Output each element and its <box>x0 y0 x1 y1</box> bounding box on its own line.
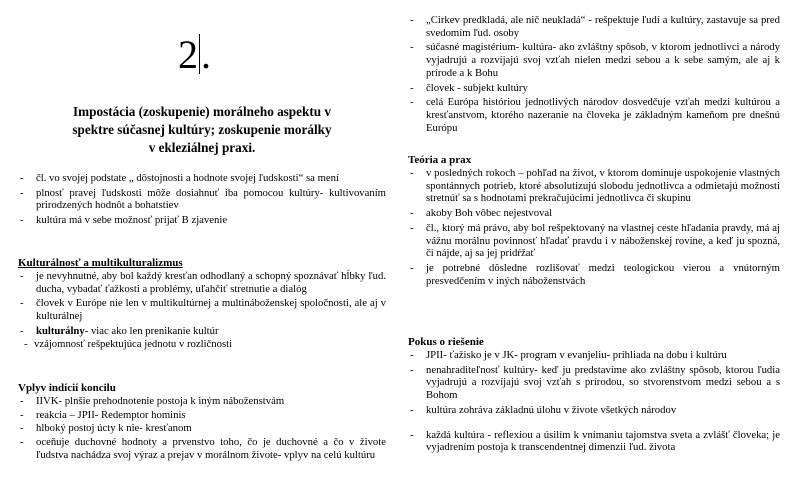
list-item: - je nevyhnutné, aby bol každý kresťan odhodlaný a schopný spoznávať hĺbky ľud. ducha, vybadať ťažkosti a problémy, uľahčiť stretnutie a dialóg <box>18 270 386 295</box>
list-item: - vzájomnosť rešpektujúca jednotu v rozličnosti <box>18 338 386 351</box>
list-item: - „Cirkev predkladá, ale nič neukladá“ - rešpektuje ľudí a kultúry, zastavuje sa pred svedomím ľud. osoby <box>408 14 780 39</box>
list-item: - kulturálny- viac ako len prenikanie kultúr <box>18 325 386 338</box>
teoria-section <box>408 153 780 287</box>
section-title: Impostácia (zoskupenie) morálneho aspektu v spektre súčasnej kultúry; zoskupenie morálky v ekleziálnej praxi. <box>72 104 332 155</box>
list-item: - oceňuje duchovné hodnoty a prvenstvo toho, čo je duchovné a čo v živote ľudstva nachádza svoj výraz a prejav v morálnom živote- vplyv na celú kultúru <box>18 436 386 461</box>
list-item: - je potrebné dôsledne rozlišovať medzi teologickou vierou a vnútorným presvedčením v iných náboženstvách <box>408 262 780 287</box>
list-item: - plnosť pravej ľudskosti môže dosiahnuť iba pomocou kultúry- kultivovaním prirodzených hodnôt a bohatstiev <box>18 187 386 212</box>
pokus-list <box>408 349 780 454</box>
list-item: - nenahraditeľnosť kultúry- keď ju predstavíme ako zvláštny spôsob, ktorou ľudia vyjadrujú a rozvíjajú svoj vzťah s prírodou, so stvorenstvom medzi sebou a s Bohom <box>408 364 780 402</box>
section-number: 2. <box>178 32 211 77</box>
list-item: - celá Európa históriou jednotlivých národov dosvedčuje vzťah medzi kultúrou a kresťanstvom, ktorého nazeranie na človeka je základným kameňom pre dnešnú Európu <box>408 96 780 134</box>
list-item: - čl. vo svojej podstate „ dôstojnosti a hodnote svojej ľudskosti“ sa mení <box>18 172 386 185</box>
list-item: - súčasné magistérium- kultúra- ako zvláštny spôsob, v ktorom jednotlivci a národy vyjadrujú a rozvíjajú svoj vzťah nielen medzi sebou a k sebe samým, ale aj k prírode a k Bohu <box>408 41 780 79</box>
list-item: - IIVK- plnšie prehodnotenie postoja k iným náboženstvám <box>18 395 386 408</box>
multiculturalism-section <box>18 256 386 350</box>
text-cursor <box>199 34 200 74</box>
list-item: - reakcia – JPII- Redemptor hominis <box>18 409 386 422</box>
list-item: - hlboký postoj úcty k nie- kresťanom <box>18 422 386 435</box>
list-item: - akoby Boh vôbec nejestvoval <box>408 207 780 220</box>
cirkev-list <box>408 14 780 134</box>
vplyv-section <box>18 381 386 462</box>
vplyv-list <box>18 395 386 462</box>
list-item: - každá kultúra - reflexiou a úsilím k vnímaniu tajomstva sveta a zvlášť človeka; je vyjadrením postoja k transcendentnej dimenzii ľud. života <box>408 429 780 454</box>
pokus-section <box>408 335 780 454</box>
section-heading: Vplyv indícií koncilu <box>18 382 116 394</box>
list-item: - čl., ktorý má právo, aby bol rešpektovaný na vlastnej ceste hľadania pravdy, má aj vážnu morálnu povinnosť hľadať pravdu i v náboženskej rovine, a keď ju spozná, či nájde, aj sa jej pridŕžať <box>408 222 780 260</box>
multiculturalism-list <box>18 270 386 350</box>
list-item: - človek - subjekt kultúry <box>408 82 780 95</box>
intro-list <box>18 172 386 227</box>
teoria-list <box>408 167 780 287</box>
list-item: - JPII- ťažisko je v JK- program v evanjeliu- prihliada na dobu i kultúru <box>408 349 780 362</box>
list-item: - kultúra má v sebe možnosť prijať B zjavenie <box>18 214 386 227</box>
section-heading: Teória a prax <box>408 154 472 166</box>
list-item: - v posledných rokoch – pohľad na život, v ktorom dominuje uspokojenie vlastných spontánnych potrieb, ktoré absolutizujú slobodu jednotlivca a odmietajú možnosti stretnúť sa s hodnotami prekračujúcimi jednotlivca či skupinu <box>408 167 780 205</box>
list-item: - človek v Európe nie len v multikultúrnej a multináboženskej spoločnosti, ale aj v kulturálnej <box>18 297 386 322</box>
section-heading: Pokus o riešenie <box>408 336 484 348</box>
list-item: - kultúra zohráva základnú úlohu v živote všetkých národov <box>408 404 780 417</box>
section-heading: Kulturálnosť a multikulturalizmus <box>18 257 183 269</box>
